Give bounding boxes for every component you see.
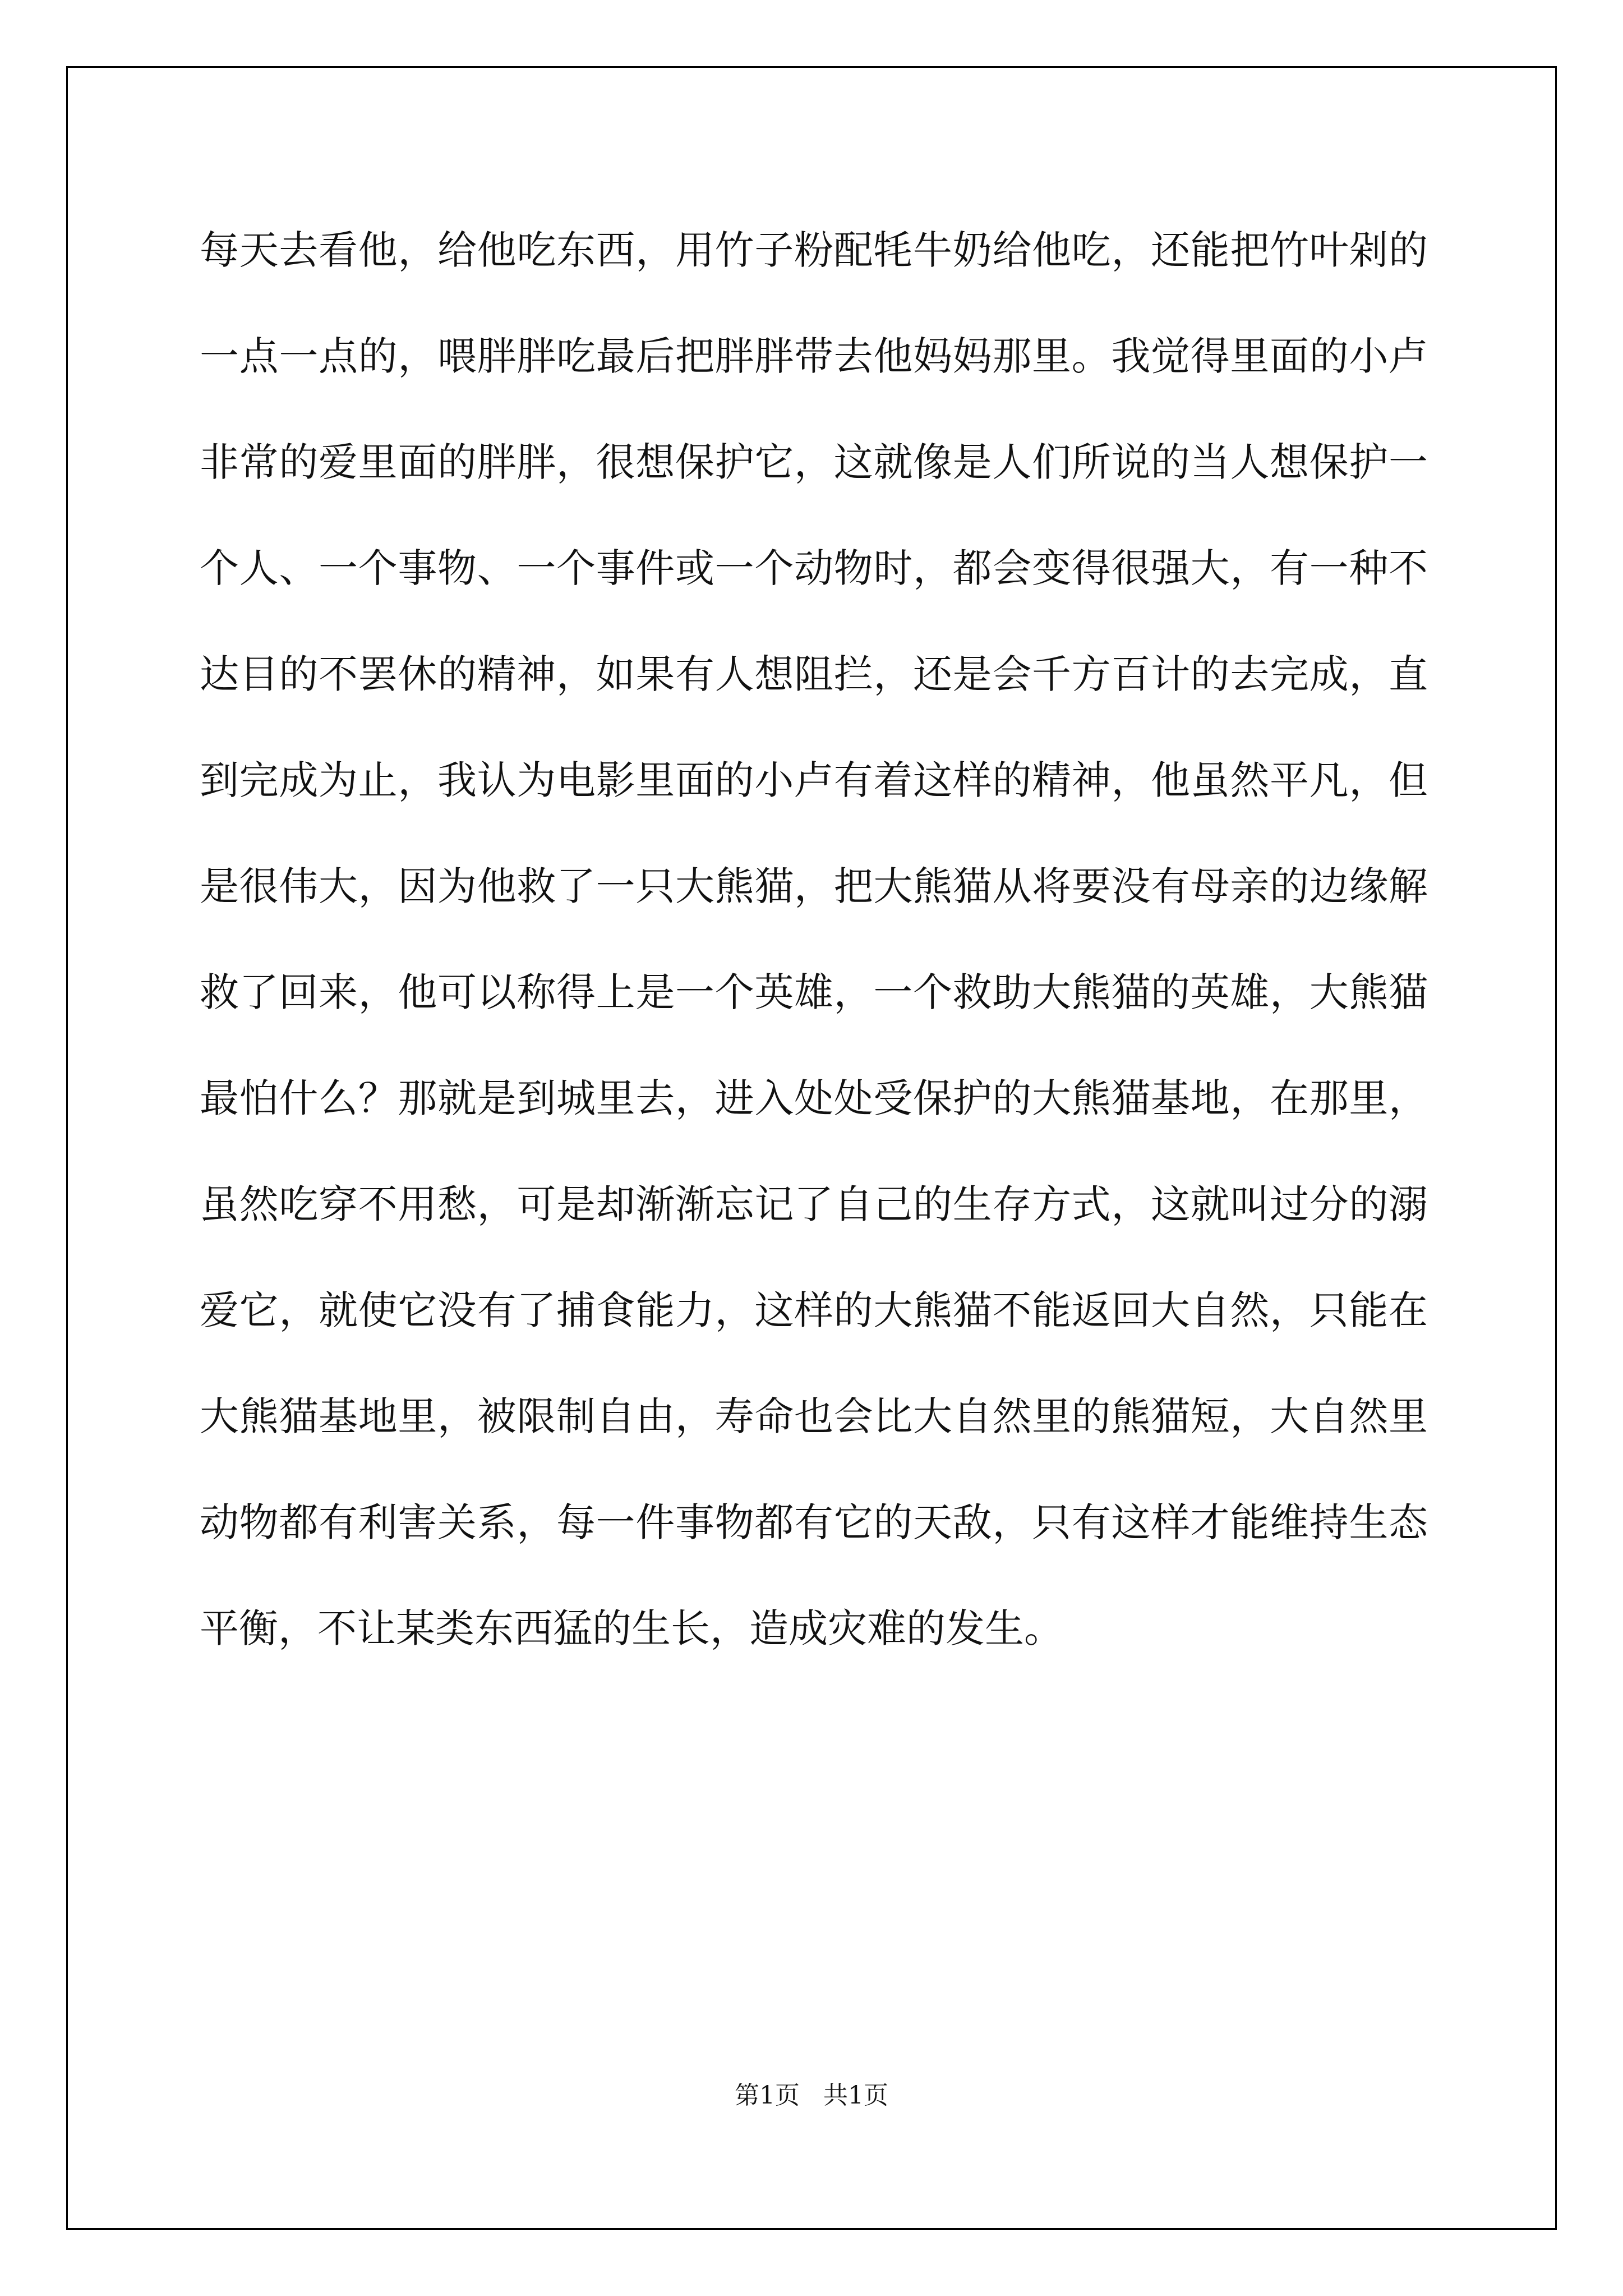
- page-footer: [0, 2080, 1623, 2111]
- footer-separator: [800, 2081, 823, 2110]
- page-number-current: 第1页: [735, 2081, 800, 2110]
- body-paragraph: 每天去看他，给他吃东西，用竹子粉配牦牛奶给他吃，还能把竹叶剁的一点一点的，喂胖胖吃最后把胖胖带去他妈妈那里。我觉得里面的小卢非常的爱里面的胖胖，很想保护它，这就像是人们所说的当人想保护一个人、一个事物、一个事件或一个动物时，都会变得很强大，有一种不达目的不罢休的精神，如果有人想阻拦，还是会千方百计的去完成，直到完成为止，我认为电影里面的小卢有着这样的精神，他虽然平凡，但是很伟大，因为他救了一只大熊猫，把大熊猫从将要没有母亲的边缘解救了回来，他可以称得上是一个英雄，一个救助大熊猫的英雄，大熊猫最怕什么？那就是到城里去，进入处处受保护的大熊猫基地，在那里，虽然吃穿不用愁，可是却渐渐忘记了自己的生存方式，这就叫过分的溺爱它，就使它没有了捕食能力，这样的大熊猫不能返回大自然，只能在大熊猫基地里，被限制自由，寿命也会比大自然里的熊猫短，大自然里动物都有利害关系，每一件事物都有它的天敌，只有这样才能维持生态平衡，不让某类东西猛的生长，造成灾难的发生。: [200, 227, 1428, 1651]
- page-number-total: 共1页: [823, 2081, 888, 2110]
